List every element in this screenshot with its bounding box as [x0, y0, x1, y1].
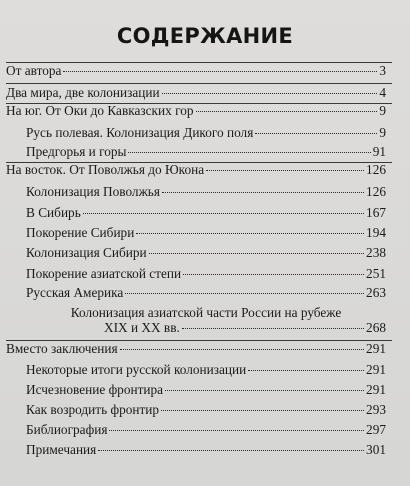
leader-dots — [128, 151, 370, 153]
toc-entry-3 — [26, 123, 386, 143]
toc-entry-14 — [26, 360, 386, 380]
toc-label: Библиография — [26, 422, 108, 437]
page-title: СОДЕРЖАНИЕ — [116, 24, 294, 48]
toc-label: В Сибирь — [26, 205, 81, 220]
toc-page: 238 — [366, 245, 386, 260]
toc-entry-17 — [26, 420, 386, 440]
toc-page: 291 — [366, 341, 386, 356]
toc-entry-5 — [6, 160, 386, 180]
toc-label: Колонизация Сибири — [26, 245, 147, 260]
toc-page: 91 — [372, 144, 386, 159]
toc-page: 291 — [366, 382, 386, 397]
toc-entry-11 — [26, 283, 386, 303]
leader-dots — [196, 110, 378, 112]
toc-page: 291 — [366, 362, 386, 377]
leader-dots — [109, 429, 364, 431]
leader-dots — [182, 327, 364, 329]
toc-label: На юг. От Оки до Кавказских гор — [6, 103, 194, 118]
toc-label: Примечания — [26, 442, 97, 457]
toc-page: 9 — [379, 103, 386, 118]
toc-entry-10 — [26, 264, 386, 284]
toc-page: 4 — [379, 85, 386, 100]
toc-page: 3 — [379, 63, 386, 78]
toc-page: 297 — [366, 422, 386, 437]
toc-page: 194 — [366, 225, 386, 240]
toc-label: Вместо заключения — [6, 341, 118, 356]
toc-page: 263 — [366, 285, 386, 300]
leader-dots — [136, 232, 364, 234]
leader-dots — [162, 191, 364, 193]
toc-label: Русь полевая. Колонизация Дикого поля — [26, 125, 254, 140]
toc-label: Покорение азиатской степи — [26, 266, 182, 281]
leader-dots — [248, 369, 364, 371]
toc-label: Колонизация азиатской части России на рубеже — [70, 305, 342, 320]
leader-dots — [165, 389, 364, 391]
toc-page: 251 — [366, 266, 386, 281]
toc-page: 126 — [366, 184, 386, 199]
leader-dots — [125, 292, 364, 294]
leader-dots — [98, 449, 364, 451]
toc-label: Предгорья и горы — [26, 144, 127, 159]
toc-page: 9 — [379, 125, 386, 140]
toc-label: От автора — [6, 63, 62, 78]
leader-dots — [183, 273, 364, 275]
toc-page: 126 — [366, 162, 386, 177]
toc-label: Исчезновение фронтира — [26, 382, 164, 397]
toc-entry-2 — [6, 101, 386, 121]
leader-dots — [162, 92, 378, 94]
toc-entry-4 — [26, 142, 386, 162]
leader-dots — [63, 70, 377, 72]
leader-dots — [255, 132, 377, 134]
toc-entry-15 — [26, 380, 386, 400]
toc-entry-9 — [26, 243, 386, 263]
toc-label: Два мира, две колонизации — [6, 85, 160, 100]
toc-entry-8 — [26, 223, 386, 243]
toc-entry-12 — [26, 305, 386, 335]
toc-page: 293 — [366, 402, 386, 417]
toc-page: 301 — [366, 442, 386, 457]
toc-page: 268 — [366, 320, 386, 335]
toc-label: Колонизация Поволжья — [26, 184, 160, 199]
toc-entry-0 — [6, 61, 386, 81]
leader-dots — [120, 348, 364, 350]
toc-label: Некоторые итоги русской колонизации — [26, 362, 247, 377]
toc-entry-18 — [26, 440, 386, 460]
toc-entry-13 — [6, 339, 386, 359]
toc-entry-7 — [26, 203, 386, 223]
toc-entry-16 — [26, 400, 386, 420]
toc-entry-1 — [6, 83, 386, 103]
toc-label: Русская Америка — [26, 285, 124, 300]
toc-label: Покорение Сибири — [26, 225, 135, 240]
leader-dots — [206, 169, 364, 171]
toc-page: 167 — [366, 205, 386, 220]
leader-dots — [83, 212, 364, 214]
toc-entry-6 — [26, 182, 386, 202]
toc-label: Как возродить фронтир — [26, 402, 160, 417]
leader-dots — [149, 252, 364, 254]
toc-label: На восток. От Поволжья до Юкона — [6, 162, 205, 177]
leader-dots — [161, 409, 364, 411]
toc-label: XIX и XX вв. — [104, 320, 180, 335]
